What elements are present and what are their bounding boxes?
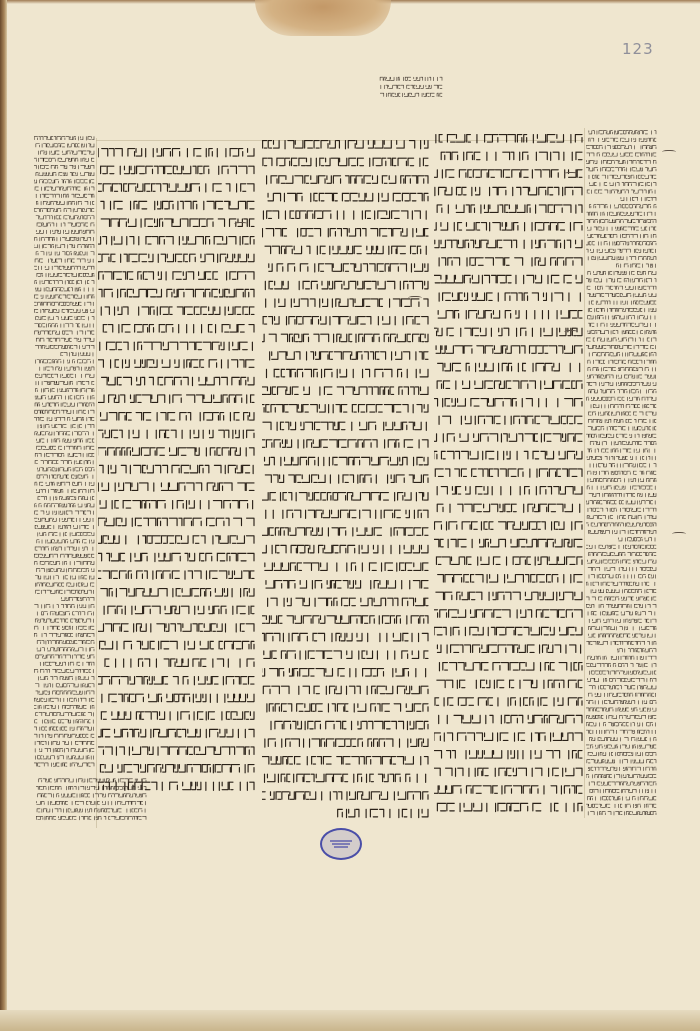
column-left-script xyxy=(98,142,256,808)
marginal-sign xyxy=(564,172,578,177)
ruling-line xyxy=(96,138,97,828)
page-left-edge xyxy=(0,0,7,1031)
right-commentary-script xyxy=(586,128,658,824)
left-margin-commentary xyxy=(34,134,96,770)
page-bottom-edge xyxy=(0,1010,700,1031)
header-note xyxy=(378,74,444,102)
main-text-column-middle xyxy=(262,134,430,822)
ruling-line xyxy=(584,128,585,818)
right-margin-commentary xyxy=(586,128,658,824)
library-stamp-icon xyxy=(320,828,362,860)
marginal-sign xyxy=(234,222,248,227)
column-right-script xyxy=(434,128,584,816)
marginal-sign xyxy=(672,532,686,537)
main-text-column-right xyxy=(434,128,584,816)
column-middle-script xyxy=(262,134,430,822)
left-commentary-script xyxy=(34,134,96,770)
main-text-column-left xyxy=(98,142,256,808)
header-note-script xyxy=(378,74,444,102)
marginal-sign xyxy=(662,150,676,155)
marginal-sign xyxy=(564,330,578,335)
marginal-sign xyxy=(408,296,422,301)
water-stain xyxy=(255,0,391,36)
stamp-lettering-icon xyxy=(327,836,355,852)
folio-number: 123 xyxy=(622,40,654,58)
